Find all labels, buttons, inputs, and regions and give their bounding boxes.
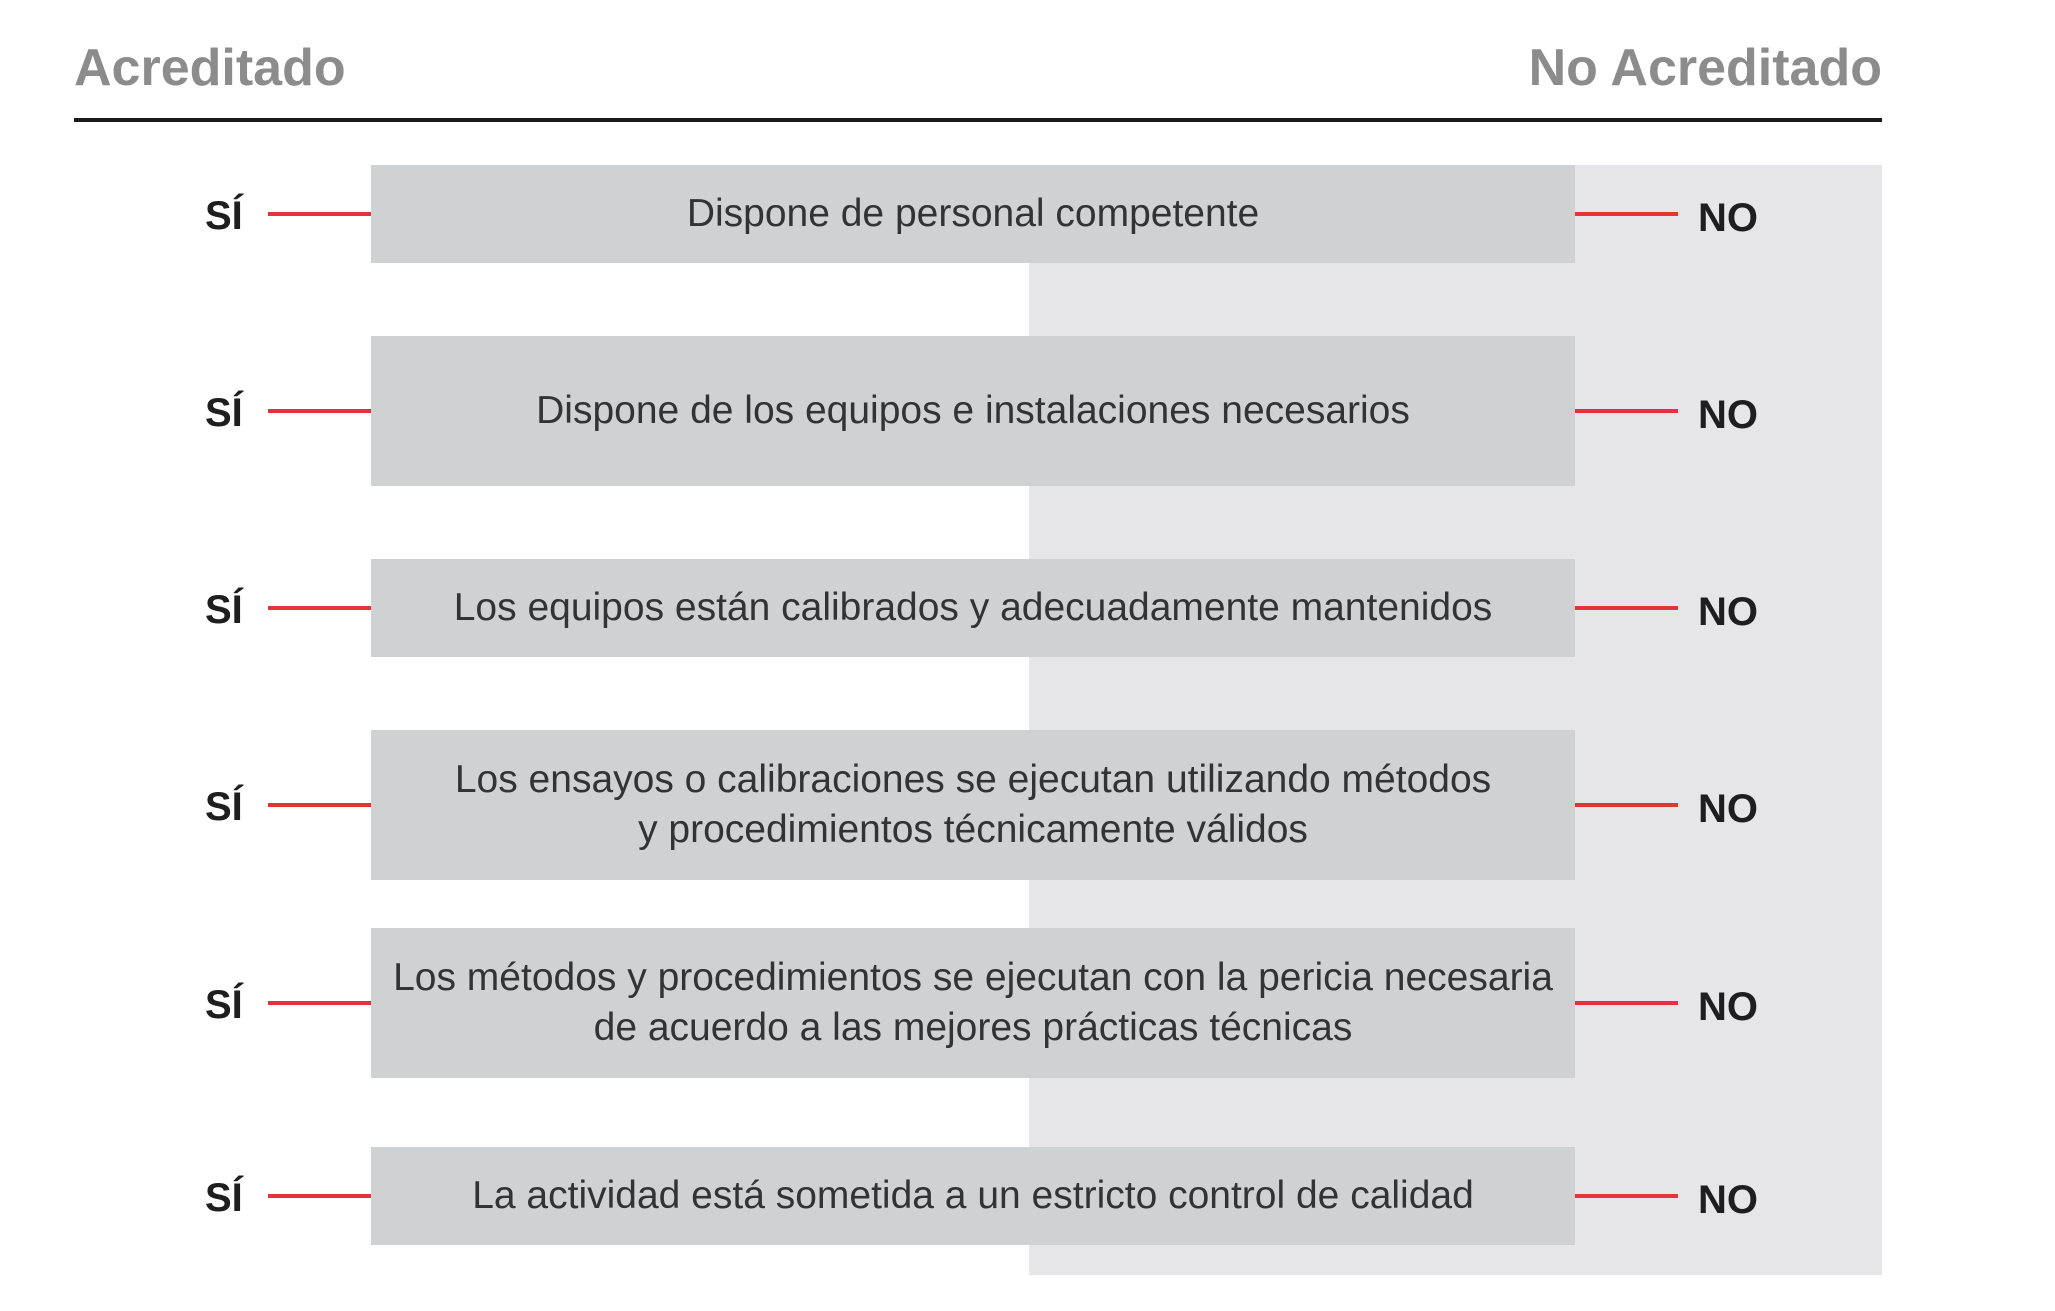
yes-label: SÍ <box>205 588 243 632</box>
no-connector-line <box>1575 1194 1678 1198</box>
no-connector-line <box>1575 803 1678 807</box>
yes-connector-line <box>268 212 371 216</box>
no-connector-line <box>1575 1001 1678 1005</box>
yes-connector-line <box>268 1194 371 1198</box>
no-label: NO <box>1698 985 1758 1029</box>
header-rule <box>74 118 1882 122</box>
yes-label: SÍ <box>205 391 243 435</box>
criterion-text-line: Los ensayos o calibraciones se ejecutan utilizando métodos <box>454 758 1492 801</box>
yes-connector-line <box>268 1001 371 1005</box>
criterion-box <box>371 928 1575 1078</box>
no-label: NO <box>1698 590 1758 634</box>
no-connector-line <box>1575 212 1678 216</box>
no-connector-line <box>1575 606 1678 610</box>
criterion-box <box>371 336 1575 486</box>
yes-connector-line <box>268 803 371 807</box>
no-label: NO <box>1698 1178 1758 1222</box>
criterion-text-line: de acuerdo a las mejores prácticas técnicas <box>593 1006 1353 1049</box>
no-label: NO <box>1698 196 1758 240</box>
criterion-text-line: y procedimientos técnicamente válidos <box>638 808 1308 851</box>
header-right-title: No Acreditado <box>1528 39 1882 97</box>
yes-label: SÍ <box>205 1176 243 1220</box>
criterion-box <box>371 559 1575 657</box>
yes-label: SÍ <box>205 194 243 238</box>
criterion-box <box>371 1147 1575 1245</box>
no-label: NO <box>1698 787 1758 831</box>
header-left-title: Acreditado <box>74 39 346 97</box>
criterion-text-line: La actividad está sometida a un estricto control de calidad <box>472 1174 1474 1217</box>
criterion-box <box>371 730 1575 880</box>
no-connector-line <box>1575 409 1678 413</box>
criterion-text-line: Los métodos y procedimientos se ejecutan con la pericia necesaria <box>393 956 1553 999</box>
criterion-text-line: Dispone de los equipos e instalaciones necesarios <box>536 389 1410 432</box>
yes-connector-line <box>268 409 371 413</box>
criterion-box <box>371 165 1575 263</box>
no-accreditation-zone <box>1029 165 1882 1275</box>
criterion-text-line: Los equipos están calibrados y adecuadamente mantenidos <box>453 586 1493 629</box>
criterion-text-line: Dispone de personal competente <box>686 192 1260 235</box>
yes-connector-line <box>268 606 371 610</box>
yes-label: SÍ <box>205 983 243 1027</box>
yes-label: SÍ <box>205 785 243 829</box>
no-label: NO <box>1698 393 1758 437</box>
